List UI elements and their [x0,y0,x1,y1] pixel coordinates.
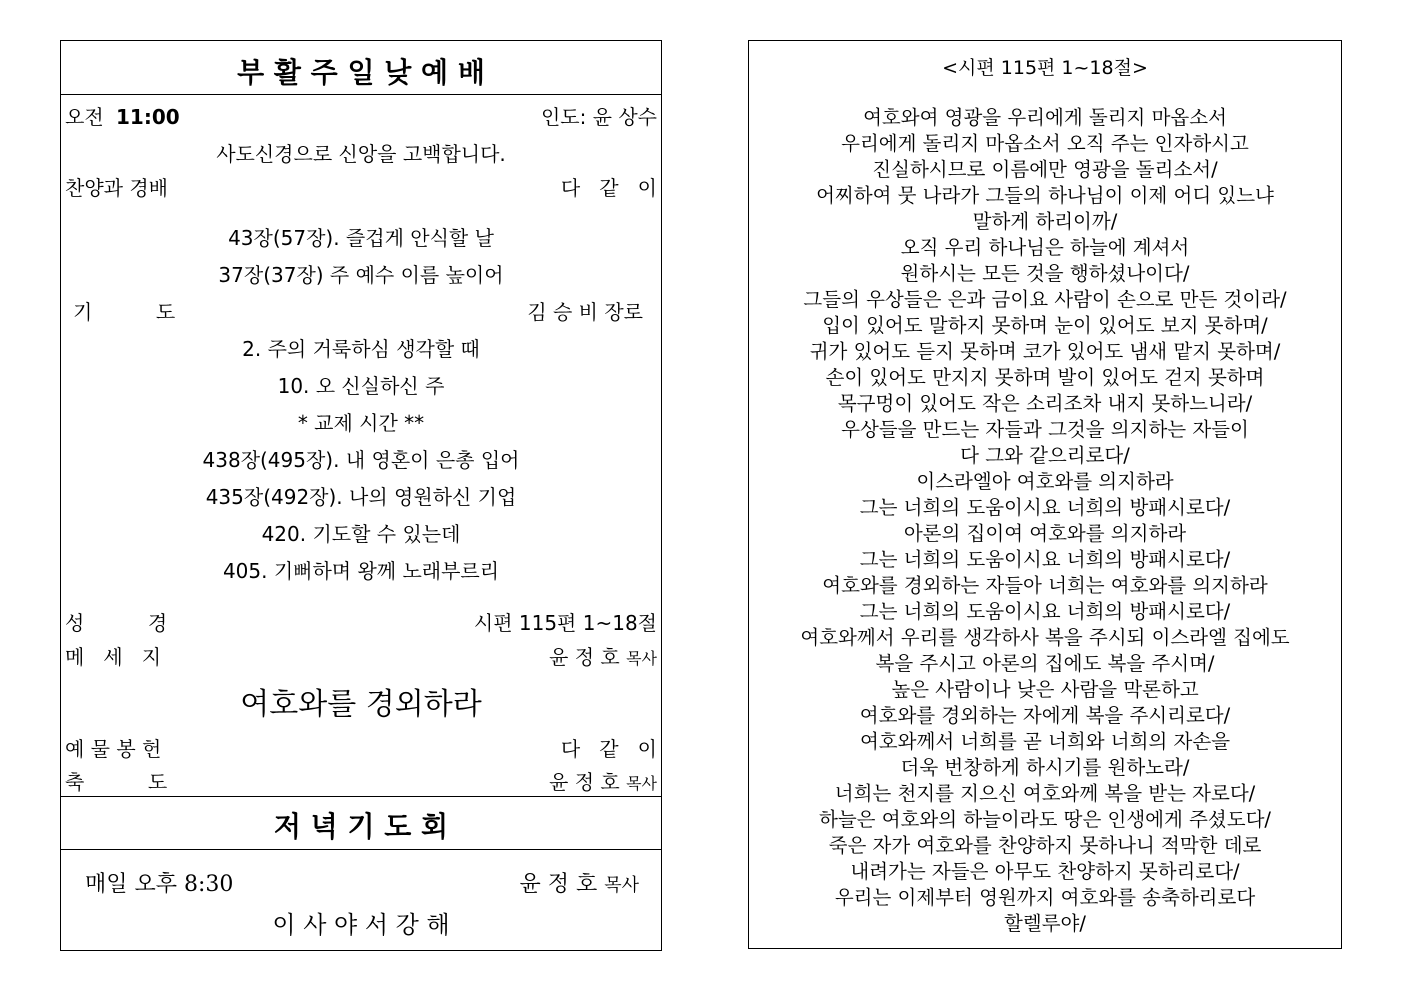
divider [61,94,661,95]
message-label: 메 세 지 [65,645,162,669]
evening-study: 이 사 야 서 강 해 [272,911,450,939]
verse-line: 어찌하여 뭇 나라가 그들의 하나님이 이제 어디 있느냐 [816,184,1274,207]
verse-line: 손이 있어도 만지지 못하며 발이 있어도 걷지 못하며 [825,366,1265,389]
verse-line: 그는 너희의 도움이시요 너희의 방패시로다/ [859,600,1231,623]
verse-line: 아론의 집이여 여호와를 의지하라 [903,522,1187,545]
divider [61,796,661,797]
hymn: 438장(495장). 내 영혼이 은총 입어 [202,448,520,472]
verse-line: 원하시는 모든 것을 행하셨나이다/ [900,262,1190,285]
verse-line: 진실하시므로 이름에만 영광을 돌리소서/ [872,158,1218,181]
benediction-pastor: 윤 정 호 [549,770,620,794]
message-preacher: 윤 정 호 [549,645,620,669]
verse-line: 내려가는 자들은 아무도 찬양하지 못하리로다/ [850,860,1240,883]
verse-line: 여호와를 경외하는 자에게 복을 주시리로다/ [859,704,1231,727]
verse-line: 더욱 번창하게 하시기를 원하노라/ [900,756,1190,779]
praise-row [61,172,661,202]
benediction-row [61,766,661,796]
hymn-row [61,259,661,289]
verse-line: 그들의 우상들은 은과 금이요 사람이 손으로 만든 것이라/ [803,288,1287,311]
hymn-row [61,222,661,252]
hymn-row [61,481,661,511]
verse-line: 오직 우리 하나님은 하늘에 계셔서 [900,236,1190,259]
verse-line: 다 그와 같으리로다/ [960,444,1130,467]
preacher-title: 목사 [626,649,657,668]
evening-leader: 윤 정 호 [519,872,598,897]
hymn: 405. 기뻐하며 왕께 노래부르리 [222,559,500,583]
verse-line: 너희는 천지를 지으신 여호와께 복을 받는 자로다/ [834,782,1256,805]
scripture-label: 성 경 [65,611,168,635]
scripture-ref: 시편 115편 1~18절 [473,611,657,635]
verse-line: 우리에게 돌리지 마옵소서 오직 주는 인자하시고 [841,132,1249,155]
hymn-row [61,333,661,363]
verse-line: 여호와여 영광을 우리에게 돌리지 마옵소서 [863,106,1227,129]
verse-line: 말하게 하리이까/ [972,210,1118,233]
offering-row [61,733,661,763]
verse-line: 높은 사람이나 낮은 사람을 막론하고 [891,678,1199,701]
hymn-row [61,555,661,585]
offering-by: 다 같 이 [560,737,657,761]
verse-line: 여호와를 경외하는 자들아 너희는 여호와를 의지하라 [822,574,1268,597]
evening-time-row [61,867,661,897]
service-time-row [61,101,661,131]
scripture-heading: <시편 115편 1~18절> [942,57,1148,79]
verse-line: 귀가 있어도 듣지 못하며 코가 있어도 냄새 맡지 못하며/ [809,340,1281,363]
pastor-title: 목사 [626,774,657,793]
verse-line: 하늘은 여호와의 하늘이라도 땅은 인생에게 주셨도다/ [819,808,1271,831]
offering-label: 예 물 봉 헌 [65,737,162,761]
fellowship-row [61,407,661,437]
hymn: 435장(492장). 나의 영원하신 기업 [205,485,517,509]
verse-line: 우상들을 만드는 자들과 그것을 의지하는 자들이 [841,418,1249,441]
time-value: 11:00 [116,105,180,129]
evening-title: 저 녁 기 도 회 [273,810,449,843]
verse-line: 그는 너희의 도움이시요 너희의 방패시로다/ [859,548,1231,571]
hymn-row [61,370,661,400]
verse-line: 목구멍이 있어도 작은 소리조차 내지 못하느니라/ [837,392,1253,415]
scripture-text-panel [748,40,1342,949]
creed: 사도신경으로 신앙을 고백합니다. [216,142,506,166]
prayer-row [61,296,661,326]
divider [61,849,661,850]
praise-by: 다 같 이 [560,176,657,200]
praise-label: 찬양과 경배 [65,176,168,200]
hymn: 43장(57장). 즐겁게 안식할 날 [228,226,494,250]
verse-line: 복을 주시고 아론의 집에도 복을 주시며/ [875,652,1215,675]
verse-line: 여호와께서 너희를 곧 너희와 너희의 자손을 [859,730,1231,753]
verse-line: 여호와께서 우리를 생각하사 복을 주시되 이스라엘 집에도 [800,626,1290,649]
evening-leader-title: 목사 [604,875,639,896]
message-row [61,641,661,671]
time-label: 오전 [65,105,104,129]
verse-line: 그는 너희의 도움이시요 너희의 방패시로다/ [859,496,1231,519]
benediction-label: 축 도 [65,770,168,794]
verse-line: 우리는 이제부터 영원까지 여호와를 송축하리로다 [834,886,1256,909]
service-title: 부 활 주 일 낮 예 배 [237,56,485,89]
sermon-title: 여호와를 경외하라 [240,687,482,722]
hymn: 420. 기도할 수 있는데 [261,522,461,546]
verse-line: 할렐루야/ [1004,912,1086,935]
evening-time: 매일 오후 8:30 [85,872,234,897]
verse-line: 이스라엘아 여호와를 의지하라 [916,470,1174,493]
prayer-by: 김 승 비 장로 [527,300,643,324]
hymn-row [61,444,661,474]
fellowship-note: * 교제 시간 ** [297,411,425,435]
order-of-worship-panel [60,40,662,951]
hymn: 10. 오 신실하신 주 [277,374,445,398]
creed-row [61,138,661,168]
verse-line: 입이 있어도 말하지 못하며 눈이 있어도 보지 못하며/ [822,314,1268,337]
prayer-label: 기 도 [73,300,176,324]
verse-line: 죽은 자가 여호와를 찬양하지 못하나니 적막한 데로 [828,834,1262,857]
scripture-row [61,607,661,637]
hymn: 37장(37장) 주 예수 이름 높이어 [218,263,504,287]
hymn: 2. 주의 거룩하심 생각할 때 [242,337,480,361]
hymn-row [61,518,661,548]
leader: 인도: 윤 상수 [540,105,657,129]
